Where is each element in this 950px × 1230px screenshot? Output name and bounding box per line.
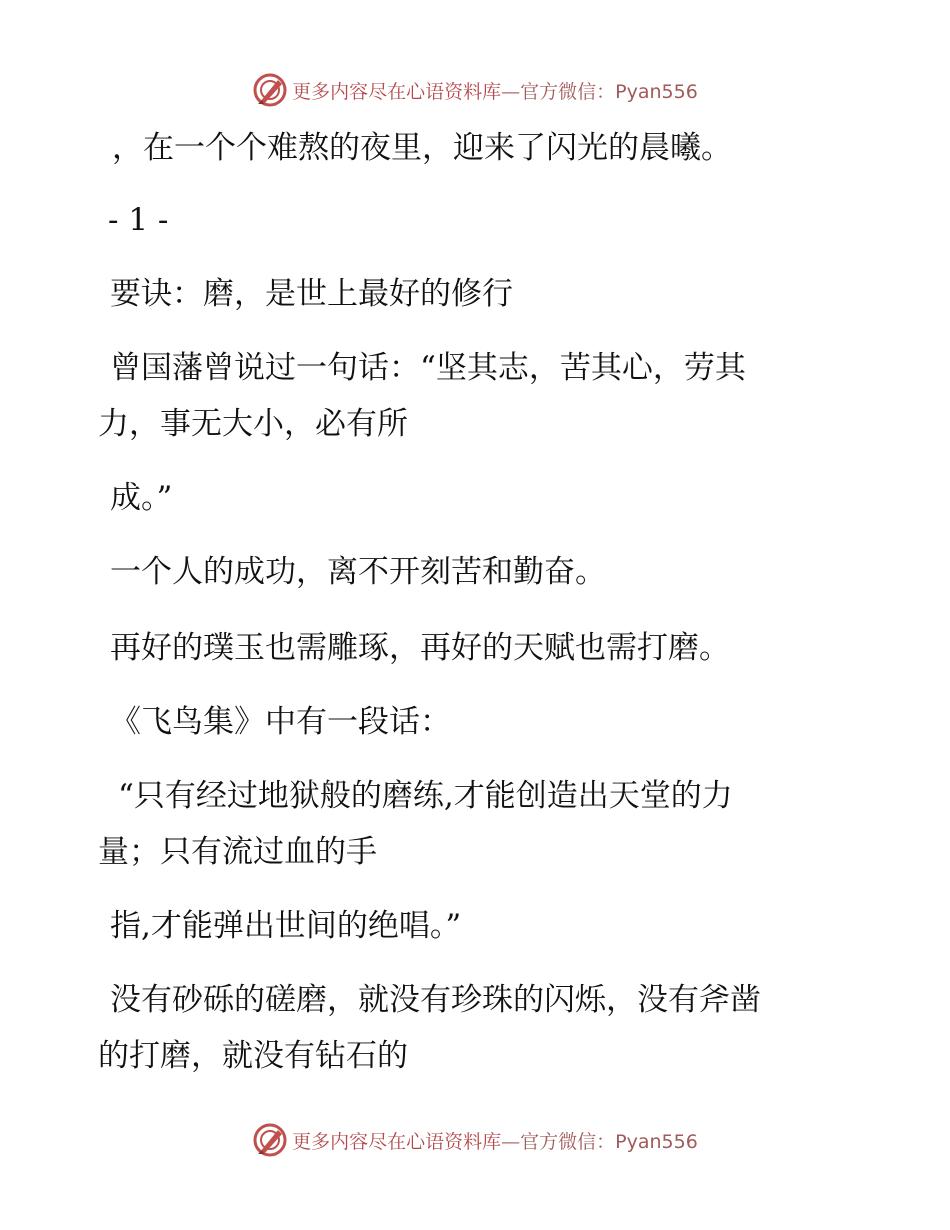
body-line-14: 的打磨，就没有钻石的 (98, 1038, 408, 1074)
body-line-7: 一个人的成功，离不开刻苦和勤奋。 (110, 554, 606, 590)
header-banner-text (292, 77, 698, 104)
footer-banner (0, 1120, 950, 1160)
header-brand: 更多内容尽在心语资料库 (292, 80, 502, 103)
header-wechat: 官方微信：Pyan556 (520, 80, 698, 103)
pen-logo-icon (252, 1122, 288, 1158)
section-heading: 要诀：磨，是世上最好的修行 (110, 276, 513, 312)
body-line-12: 指,才能弹出世间的绝唱。” (110, 908, 462, 944)
body-line-13: 没有砂砾的磋磨，就没有珍珠的闪烁，没有斧凿 (110, 982, 761, 1018)
body-line-4: 曾国藩曾说过一句话：“坚其志，苦其心，劳其 (110, 350, 746, 386)
pen-logo-icon (252, 72, 288, 108)
body-line-1: ，在一个个难熬的夜里，迎来了闪光的晨曦。 (112, 130, 732, 166)
footer-banner-text (292, 1127, 698, 1154)
body-line-5: 力，事无大小，必有所 (98, 406, 408, 442)
body-line-9: 《飞鸟集》中有一段话： (110, 704, 451, 740)
body-line-8: 再好的璞玉也需雕琢，再好的天赋也需打磨。 (110, 630, 730, 666)
body-line-6: 成。” (110, 480, 173, 516)
body-line-11: 量；只有流过血的手 (98, 834, 377, 870)
section-number: - 1 - (108, 202, 169, 238)
body-line-10: “只有经过地狱般的磨练,才能创造出天堂的力 (118, 778, 733, 814)
footer-separator: — (501, 1130, 521, 1153)
footer-wechat: 官方微信：Pyan556 (520, 1130, 698, 1153)
header-separator: — (501, 80, 521, 103)
footer-brand: 更多内容尽在心语资料库 (292, 1130, 502, 1153)
header-banner (0, 70, 950, 110)
